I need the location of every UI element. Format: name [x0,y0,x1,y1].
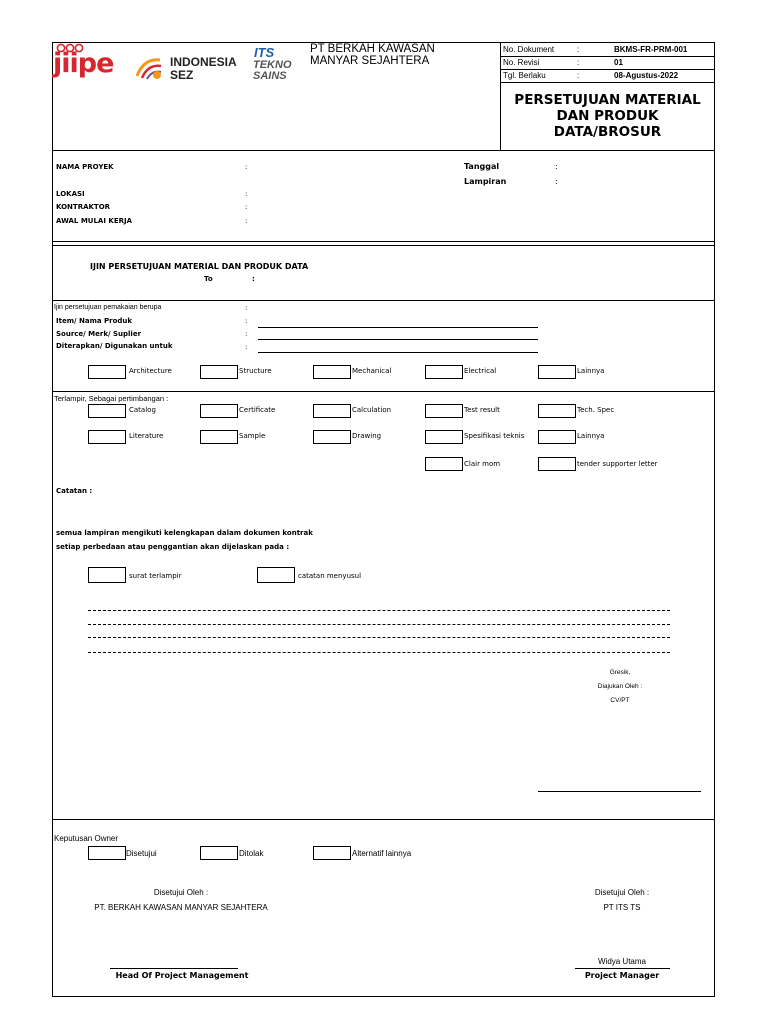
document-title [500,92,715,140]
option-label: Structure [239,367,272,375]
option-label: catatan menyusul [298,572,362,580]
option-label: Alternatif lainnya [352,849,412,858]
submitter-company: CV/PT [610,697,630,704]
notes-line2: setiap perbedaan atau penggantian akan dijelaskan pada : [56,543,290,551]
colon: : [245,317,248,325]
checkbox-spesifikasi-teknis[interactable] [425,430,463,444]
colon: : [555,162,558,171]
revision-label: No. Revisi [503,58,540,67]
colon: : [245,343,248,351]
option-label: Electrical [464,367,497,375]
signature-line[interactable] [538,791,701,792]
section-divider [52,300,715,301]
option-label: Mechanical [352,367,392,375]
section-divider [52,150,715,151]
colon: : [245,330,248,338]
item-label: Item/ Nama Produk [56,317,133,325]
location-label: LOKASI [56,190,85,198]
checkbox-test-result[interactable] [425,404,463,418]
signature-line-right[interactable] [575,968,670,969]
option-label: Lainnya [577,367,605,375]
company-left: PT. BERKAH KAWASAN MANYAR SEJAHTERA [94,903,268,912]
option-label: Literature [129,432,164,440]
colon: : [245,163,248,171]
effective-date-label: Tgl. Berlaku [503,71,546,80]
colon: : [577,71,580,80]
section-divider [52,819,715,820]
colon: : [577,45,580,54]
logo-sains-text: SAINS [253,70,287,82]
checkbox-structure[interactable] [200,365,238,379]
colon: : [245,203,248,211]
title-line: DAN PRODUK [556,108,659,124]
permit-title: IJIN PERSETUJUAN MATERIAL DAN PRODUK DATA [90,262,309,271]
checkbox-literature[interactable] [88,430,126,444]
role-right: Project Manager [584,971,660,980]
option-label: Sample [239,432,266,440]
checkbox-disetujui[interactable] [88,846,126,860]
checkbox-tech-spec[interactable] [538,404,576,418]
option-label: Clair mom [464,460,501,468]
notes-write-line[interactable] [88,652,670,653]
to-label: To [204,275,213,283]
checkbox-calculation[interactable] [313,404,351,418]
signature-line-left[interactable] [110,968,238,969]
option-label: surat terlampir [129,572,182,580]
checkbox-clair-mom[interactable] [425,457,463,471]
source-label: Source/ Merk/ Suplier [56,330,142,338]
checkbox-surat-terlampir[interactable] [88,567,126,583]
logo-jiipe-text: jiipe [53,48,114,79]
section-divider [52,391,715,392]
option-label: Architecture [129,367,172,375]
option-label: Test result [464,406,500,414]
checkbox-ditolak[interactable] [200,846,238,860]
contractor-label: KONTRAKTOR [56,203,111,211]
checkbox-architecture[interactable] [88,365,126,379]
doc-no-label: No. Dokument [503,45,555,54]
option-label: Certificate [239,406,276,414]
approved-by-right: Disetujui Oleh : [594,888,650,897]
logo-indonesia-text: INDONESIA [170,55,237,69]
notes-write-line[interactable] [88,637,670,638]
approved-by-left: Disetujui Oleh : [153,888,209,897]
title-line: DATA/BROSUR [553,124,662,140]
colon: : [245,304,248,312]
logo-its-text: ITS [254,45,275,60]
option-label: Catalog [129,406,156,414]
option-label: Drawing [352,432,382,440]
colon: : [555,177,558,186]
role-left: Head Of Project Management [115,971,249,980]
attachment-label: Lampiran [464,177,507,186]
checkbox-lainnya[interactable] [538,365,576,379]
applied-input-line[interactable] [258,352,538,353]
checkbox-lainnya-2[interactable] [538,430,576,444]
colon: : [577,58,580,67]
notes-write-line[interactable] [88,610,670,611]
option-label: Lainnya [577,432,605,440]
doc-table-line [500,56,715,57]
section-divider [52,245,715,246]
date-label: Tanggal [464,162,500,171]
section-divider [52,241,715,242]
attachment-heading: Terlampir, Sebagai pertimbangan : [54,394,169,403]
start-work-label: AWAL MULAI KERJA [56,217,133,225]
notes-label: Catatan : [56,487,93,495]
option-label: tender supporter letter [577,460,658,468]
colon: : [245,217,248,225]
notes-line1: semua lampiran mengikuti kelengkapan dalam dokumen kontrak [56,529,313,537]
submitted-by-label: Diajukan Oleh : [597,683,643,690]
company-name-line1: PT BERKAH KAWASAN [310,43,435,55]
checkbox-catatan-menyusul[interactable] [257,567,295,583]
title-line: PERSETUJUAN MATERIAL [514,92,701,108]
colon: : [252,275,255,283]
applied-label: Diterapkan/ Digunakan untuk [56,342,173,350]
checkbox-electrical[interactable] [425,365,463,379]
project-name-label: NAMA PROYEK [56,163,114,171]
effective-date-value: 08-Agustus-2022 [614,71,679,80]
company-name-line2: MANYAR SEJAHTERA [310,55,430,67]
logo-tekno-text: TEKNO [253,59,292,71]
usage-label: Ijin persetujuan pemakaian berupa [54,304,162,311]
checkbox-catalog[interactable] [88,404,126,418]
checkbox-mechanical[interactable] [313,365,351,379]
item-input-line[interactable] [258,327,538,328]
owner-decision-label: Keputusan Owner [54,834,119,843]
doc-no-value: BKMS-FR-PRM-001 [614,45,688,54]
checkbox-drawing[interactable] [313,430,351,444]
notes-write-line[interactable] [88,624,670,625]
option-label: Calculation [352,406,392,414]
checkbox-alternatif[interactable] [313,846,351,860]
company-right: PT ITS TS [603,903,641,912]
checkbox-tender-letter[interactable] [538,457,576,471]
option-label: Disetujui [126,849,157,858]
doc-table-line [500,69,715,70]
revision-value: 01 [614,58,623,67]
source-input-line[interactable] [258,339,538,340]
option-label: Spesifikasi teknis [464,432,525,440]
signer-right-name: Widya Utama [597,957,646,966]
option-label: Tech. Spec [577,406,615,414]
checkbox-sample[interactable] [200,430,238,444]
doc-table-line [500,82,715,83]
checkbox-certificate[interactable] [200,404,238,418]
city-label: Gresik, [609,669,631,676]
logo-sez-text: SEZ [170,68,194,82]
sun-logo-icon [134,54,164,82]
colon: : [245,190,248,198]
option-label: Ditolak [239,849,264,858]
